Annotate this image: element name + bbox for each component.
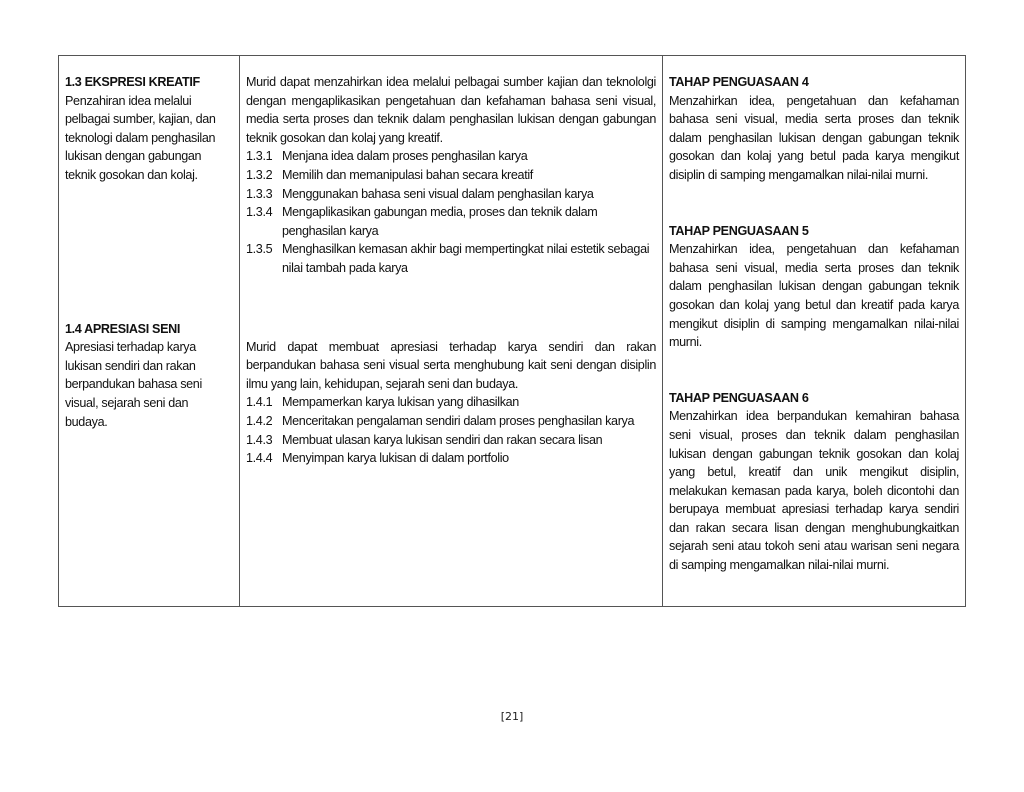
- tahap-block-4: [669, 73, 959, 185]
- item-number: 1.4.3: [246, 432, 273, 447]
- list-item: [246, 412, 656, 431]
- item-number: 1.3.2: [246, 167, 273, 182]
- page-number: [21]: [500, 710, 524, 723]
- item-text: Menceritakan pengalaman sendiri dalam proses penghasilan karya: [282, 413, 635, 428]
- item-number: 1.3.1: [246, 149, 273, 164]
- tahap-block-6: [669, 389, 959, 575]
- section-title: 1.4 APRESIASI SENI: [65, 321, 181, 336]
- tahap-title: TAHAP PENGUASAAN 4: [669, 75, 809, 89]
- section-1-4: [65, 320, 233, 432]
- item-number: 1.4.2: [246, 413, 273, 428]
- tahap-title: TAHAP PENGUASAAN 6: [669, 390, 809, 405]
- list-item: [246, 166, 656, 185]
- learning-standard-column: [240, 56, 663, 607]
- item-number: 1.3.5: [246, 242, 273, 257]
- item-text: Mengaplikasikan gabungan media, proses dan teknik dalam penghasilan karya: [282, 205, 598, 238]
- tahap-block-5: [669, 222, 959, 352]
- performance-level-column: [663, 56, 966, 607]
- content-standard-column: [59, 56, 240, 607]
- section-description-line: teknologi dalam penghasilan: [65, 130, 216, 145]
- section-description-line: Apresiasi terhadap karya: [65, 340, 196, 355]
- section-description-line: berpandukan bahasa seni: [65, 377, 202, 392]
- item-number: 1.3.4: [246, 205, 273, 220]
- item-text: Membuat ulasan karya lukisan sendiri dan rakan secara lisan: [282, 432, 603, 447]
- section-description-line: pelbagai sumber, kajian, dan: [65, 112, 216, 127]
- section-description-line: lukisan dengan gabungan: [65, 149, 202, 164]
- item-text: Mempamerkan karya lukisan yang dihasilkan: [282, 395, 519, 410]
- standard-statement: Murid dapat membuat apresiasi terhadap karya sendiri dan rakan berpandukan bahasa seni visual serta menghubung kait seni dengan disiplin ilmu yang lain, kehidupan, sejarah seni dan budaya.: [246, 339, 656, 391]
- list-item: [246, 449, 656, 468]
- item-number: 1.4.1: [246, 395, 273, 410]
- list-item: [246, 185, 656, 204]
- item-text: Menyimpan karya lukisan di dalam portfolio: [282, 451, 509, 466]
- item-text: Menggunakan bahasa seni visual dalam penghasilan karya: [282, 186, 594, 201]
- section-description-line: teknik gosokan dan kolaj.: [65, 167, 198, 182]
- list-item: [246, 203, 656, 240]
- table-row: [59, 56, 966, 607]
- tahap-title: TAHAP PENGUASAAN 5: [669, 223, 809, 238]
- list-item: [246, 240, 656, 277]
- standard-statement: Murid dapat menzahirkan idea melalui pelbagai sumber kajian dan teknololgi dengan mengaplikasikan pengetahuan dan kefahaman bahasa seni visual, media serta proses dan teknik dalam penghasilan lukisan dengan gabungan teknik gosokan dan kolaj yang kreatif.: [246, 75, 656, 145]
- list-item: [246, 393, 656, 412]
- section-description-line: lukisan sendiri dan rakan: [65, 358, 196, 373]
- section-description-line: visual, sejarah seni dan: [65, 395, 189, 410]
- curriculum-table: [58, 55, 966, 607]
- learning-standard-1-4: [246, 338, 656, 468]
- item-number: 1.4.4: [246, 451, 273, 466]
- item-text: Menjana idea dalam proses penghasilan karya: [282, 149, 528, 164]
- learning-standard-1-3: [246, 73, 656, 278]
- list-item: [246, 431, 656, 450]
- section-description-line: budaya.: [65, 414, 108, 429]
- item-text: Menghasilkan kemasan akhir bagi mempertingkat nilai estetik sebagai nilai tambah pada karya: [282, 242, 650, 275]
- list-item: [246, 147, 656, 166]
- section-1-3: [65, 73, 233, 185]
- item-number: 1.3.3: [246, 186, 273, 201]
- item-text: Memilih dan memanipulasi bahan secara kreatif: [282, 167, 533, 182]
- section-title: 1.3 EKSPRESI KREATIF: [65, 75, 200, 89]
- section-description-line: Penzahiran idea melalui: [65, 93, 192, 108]
- tahap-text: Menzahirkan idea, pengetahuan dan kefahaman bahasa seni visual, media serta proses dan teknik dalam penghasilan lukisan dengan gabungan teknik gosokan dan kolaj yang betul dan kreatif pada karya mengikut disiplin di samping mengamalkan nilai-nilai murni.: [669, 242, 959, 350]
- tahap-text: Menzahirkan idea berpandukan kemahiran bahasa seni visual, proses dan teknik dalam penghasilan lukisan dengan gabungan teknik gosokan dan kolaj yang betul, kreatif dan unik mengikut disiplin, melakukan kemasan pada karya, boleh dicontohi dan berupaya membuat apresiasi terhadap karya sendiri dan rakan secara lisan dengan menghubungkaitkan sejarah seni atau tokoh seni atau warisan seni negara di samping mengamalkan nilai-nilai murni.: [669, 409, 959, 573]
- tahap-text: Menzahirkan idea, pengetahuan dan kefahaman bahasa seni visual, media serta proses dan teknik dalam penghasilan lukisan dengan gabungan teknik gosokan dan kolaj yang betul pada karya mengikut disiplin di samping mengamalkan nilai-nilai murni.: [669, 93, 959, 182]
